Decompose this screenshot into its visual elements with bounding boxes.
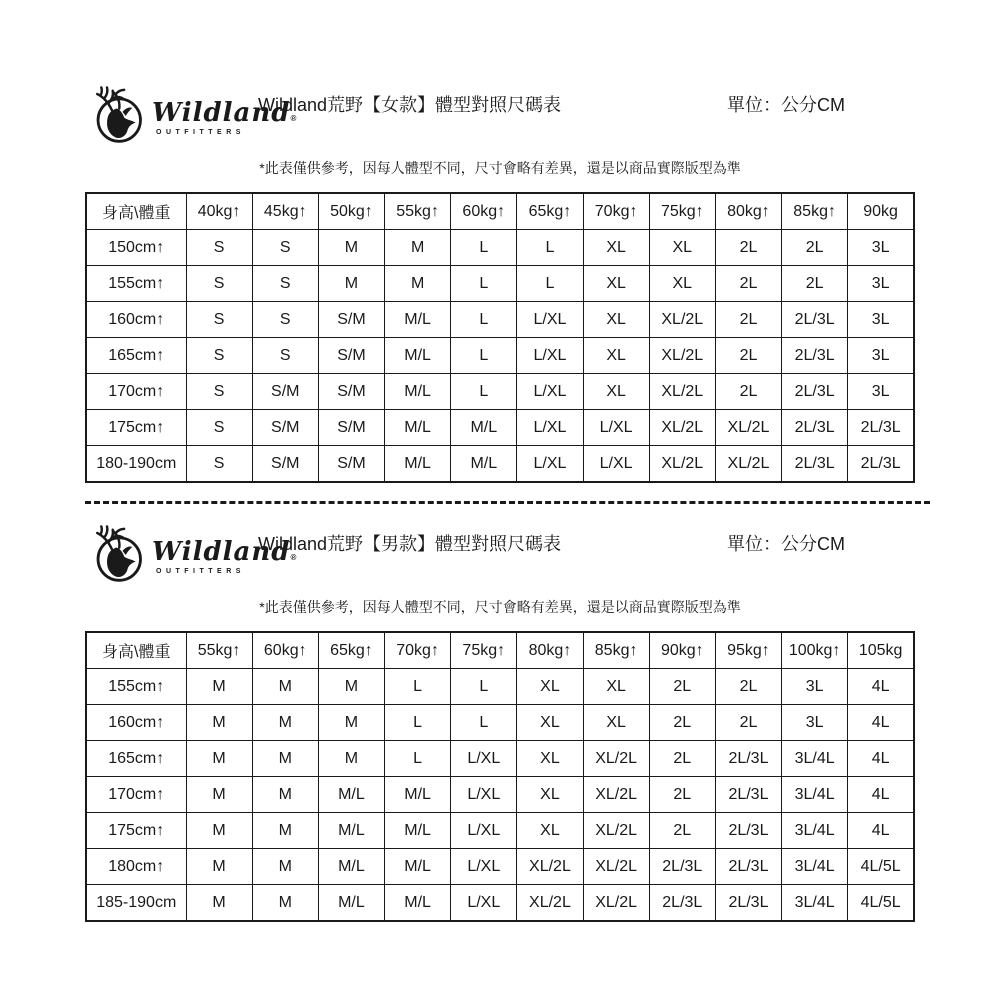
size-cell: L/XL <box>583 446 649 483</box>
size-cell: 3L/4L <box>782 813 848 849</box>
size-cell: L/XL <box>451 813 517 849</box>
size-cell: 2L/3L <box>715 813 781 849</box>
size-cell: XL <box>517 705 583 741</box>
size-cell: L/XL <box>517 338 583 374</box>
size-cell: XL/2L <box>649 302 715 338</box>
wildland-logo <box>85 524 298 591</box>
size-cell: L/XL <box>451 885 517 922</box>
size-cell: L <box>451 230 517 266</box>
size-cell: M/L <box>385 338 451 374</box>
weight-header-cell: 90kg↑ <box>649 632 715 669</box>
weight-header-cell: 50kg↑ <box>318 193 384 230</box>
size-cell: XL <box>583 338 649 374</box>
size-cell: M <box>318 230 384 266</box>
table-row <box>86 705 914 741</box>
weight-header-cell: 55kg↑ <box>385 193 451 230</box>
size-cell: M <box>252 669 318 705</box>
table-header-row <box>86 193 914 230</box>
weight-header-cell: 80kg↑ <box>517 632 583 669</box>
size-cell: 3L/4L <box>782 849 848 885</box>
size-cell: S/M <box>252 410 318 446</box>
size-cell: L <box>385 669 451 705</box>
table-row <box>86 230 914 266</box>
size-cell: XL <box>517 777 583 813</box>
size-cell: 2L <box>715 302 781 338</box>
size-cell: XL <box>517 669 583 705</box>
size-cell: L <box>451 302 517 338</box>
size-cell: XL/2L <box>517 849 583 885</box>
weight-header-cell: 85kg↑ <box>782 193 848 230</box>
size-cell: 2L/3L <box>649 849 715 885</box>
size-cell: 4L <box>848 813 914 849</box>
size-cell: M/L <box>385 885 451 922</box>
table-row <box>86 849 914 885</box>
size-cell: S <box>252 338 318 374</box>
weight-header-cell: 85kg↑ <box>583 632 649 669</box>
size-cell: 3L <box>848 266 914 302</box>
size-cell: XL <box>517 741 583 777</box>
weight-header-cell: 70kg↑ <box>583 193 649 230</box>
size-cell: M/L <box>451 446 517 483</box>
size-cell: L <box>517 266 583 302</box>
size-cell: L <box>451 374 517 410</box>
size-cell: M <box>252 813 318 849</box>
size-cell: 3L/4L <box>782 741 848 777</box>
size-cell: M <box>186 777 252 813</box>
section-men <box>85 524 915 922</box>
weight-header-cell: 105kg <box>848 632 914 669</box>
size-cell: 4L <box>848 741 914 777</box>
size-cell: XL/2L <box>649 374 715 410</box>
brand-subtext: OUTFITTERS <box>156 129 245 136</box>
size-cell: XL <box>583 705 649 741</box>
size-cell: XL/2L <box>583 813 649 849</box>
size-cell: L/XL <box>451 777 517 813</box>
size-cell: 2L/3L <box>848 410 914 446</box>
size-cell: 2L <box>782 230 848 266</box>
wildland-logo <box>85 85 298 152</box>
size-cell: M <box>318 669 384 705</box>
weight-header-cell: 55kg↑ <box>186 632 252 669</box>
size-cell: M/L <box>385 777 451 813</box>
size-cell: 2L <box>649 669 715 705</box>
size-cell: S/M <box>318 338 384 374</box>
size-cell: 2L/3L <box>782 446 848 483</box>
size-cell: M <box>385 230 451 266</box>
size-cell: L <box>517 230 583 266</box>
size-cell: S <box>252 230 318 266</box>
weight-header-cell: 75kg↑ <box>451 632 517 669</box>
height-cell: 160cm↑ <box>86 302 186 338</box>
size-cell: 2L/3L <box>782 338 848 374</box>
size-cell: 4L <box>848 777 914 813</box>
size-cell: 2L/3L <box>715 741 781 777</box>
height-cell: 170cm↑ <box>86 777 186 813</box>
size-cell: M <box>252 705 318 741</box>
section-women <box>85 85 915 483</box>
size-cell: 4L <box>848 705 914 741</box>
size-cell: S <box>186 446 252 483</box>
size-cell: S <box>186 302 252 338</box>
registered-mark: ® <box>290 114 298 123</box>
men-size-table <box>85 631 915 922</box>
size-cell: M <box>385 266 451 302</box>
women-size-table <box>85 192 915 483</box>
weight-header-cell: 65kg↑ <box>318 632 384 669</box>
size-cell: 3L <box>782 705 848 741</box>
size-cell: XL <box>649 230 715 266</box>
size-cell: XL/2L <box>649 338 715 374</box>
size-cell: M <box>186 849 252 885</box>
table-row <box>86 410 914 446</box>
brand-name: Wildland <box>152 537 291 567</box>
size-cell: XL/2L <box>649 410 715 446</box>
size-cell: S <box>186 266 252 302</box>
table-row <box>86 338 914 374</box>
size-cell: XL/2L <box>583 849 649 885</box>
table-row <box>86 374 914 410</box>
height-cell: 175cm↑ <box>86 410 186 446</box>
size-cell: M <box>252 885 318 922</box>
height-cell: 165cm↑ <box>86 338 186 374</box>
weight-header-cell: 95kg↑ <box>715 632 781 669</box>
table-row <box>86 669 914 705</box>
size-cell: M/L <box>385 410 451 446</box>
size-cell: XL/2L <box>583 885 649 922</box>
weight-header-cell: 80kg↑ <box>715 193 781 230</box>
table-row <box>86 266 914 302</box>
registered-mark: ® <box>290 553 298 562</box>
size-cell: XL/2L <box>517 885 583 922</box>
weight-header-cell: 60kg↑ <box>252 632 318 669</box>
size-cell: L <box>451 705 517 741</box>
table-row <box>86 302 914 338</box>
height-cell: 175cm↑ <box>86 813 186 849</box>
size-cell: 3L <box>848 230 914 266</box>
size-cell: XL/2L <box>649 446 715 483</box>
weight-header-cell: 70kg↑ <box>385 632 451 669</box>
size-cell: M <box>186 741 252 777</box>
size-cell: L/XL <box>517 446 583 483</box>
table-row <box>86 885 914 922</box>
size-cell: 2L <box>715 266 781 302</box>
section-women-header <box>85 85 915 149</box>
size-cell: 2L/3L <box>715 885 781 922</box>
size-cell: L <box>451 266 517 302</box>
size-cell: XL/2L <box>715 410 781 446</box>
size-cell: 3L <box>848 302 914 338</box>
size-cell: 2L <box>715 374 781 410</box>
weight-header-cell: 100kg↑ <box>782 632 848 669</box>
size-cell: L <box>385 705 451 741</box>
weight-header-cell: 60kg↑ <box>451 193 517 230</box>
size-cell: S <box>186 230 252 266</box>
size-cell: 2L/3L <box>649 885 715 922</box>
section-men-disclaimer: *此表僅供參考，因每人體型不同，尺寸會略有差異，還是以商品實際版型為準 <box>259 599 741 615</box>
section-men-title: Wildland荒野【男款】體型對照尺碼表 <box>258 534 562 554</box>
deer-head-icon <box>85 85 147 152</box>
corner-header-cell: 身高\體重 <box>86 193 186 230</box>
weight-header-cell: 40kg↑ <box>186 193 252 230</box>
size-cell: L/XL <box>451 741 517 777</box>
size-cell: 2L <box>649 777 715 813</box>
size-cell: 2L <box>649 813 715 849</box>
size-cell: XL/2L <box>715 446 781 483</box>
size-cell: S/M <box>252 446 318 483</box>
height-cell: 155cm↑ <box>86 669 186 705</box>
height-cell: 170cm↑ <box>86 374 186 410</box>
size-cell: M/L <box>451 410 517 446</box>
size-cell: M <box>186 885 252 922</box>
deer-head-icon <box>85 524 147 591</box>
size-cell: 2L <box>649 705 715 741</box>
size-cell: 3L/4L <box>782 777 848 813</box>
size-cell: XL/2L <box>583 741 649 777</box>
size-cell: 2L <box>715 669 781 705</box>
size-cell: M/L <box>385 374 451 410</box>
height-cell: 165cm↑ <box>86 741 186 777</box>
table-row <box>86 813 914 849</box>
section-women-title: Wildland荒野【女款】體型對照尺碼表 <box>258 95 562 115</box>
section-divider <box>85 501 930 504</box>
size-cell: M/L <box>318 813 384 849</box>
size-cell: M <box>186 813 252 849</box>
size-cell: 2L/3L <box>848 446 914 483</box>
brand-name: Wildland <box>152 98 291 128</box>
size-cell: 2L <box>715 338 781 374</box>
size-cell: M/L <box>318 885 384 922</box>
size-cell: 4L <box>848 669 914 705</box>
size-cell: 2L/3L <box>715 849 781 885</box>
size-cell: 2L/3L <box>782 302 848 338</box>
table-header-row <box>86 632 914 669</box>
size-cell: 4L/5L <box>848 885 914 922</box>
size-cell: M <box>186 705 252 741</box>
weight-header-cell: 75kg↑ <box>649 193 715 230</box>
size-cell: M/L <box>385 302 451 338</box>
size-cell: L <box>451 669 517 705</box>
size-cell: XL/2L <box>583 777 649 813</box>
size-cell: M/L <box>318 849 384 885</box>
size-cell: M/L <box>385 849 451 885</box>
height-cell: 180-190cm <box>86 446 186 483</box>
section-women-disclaimer: *此表僅供參考，因每人體型不同，尺寸會略有差異，還是以商品實際版型為準 <box>259 160 741 176</box>
size-cell: M <box>318 741 384 777</box>
size-cell: 3L <box>782 669 848 705</box>
size-cell: S/M <box>318 302 384 338</box>
size-cell: S <box>186 410 252 446</box>
size-cell: M <box>318 705 384 741</box>
size-cell: 3L/4L <box>782 885 848 922</box>
size-cell: S <box>186 338 252 374</box>
size-cell: 2L/3L <box>715 777 781 813</box>
table-row <box>86 446 914 483</box>
size-cell: S/M <box>318 410 384 446</box>
section-men-header <box>85 524 915 588</box>
size-cell: M/L <box>385 813 451 849</box>
size-cell: S/M <box>318 446 384 483</box>
size-cell: XL <box>583 266 649 302</box>
size-cell: L <box>385 741 451 777</box>
height-cell: 160cm↑ <box>86 705 186 741</box>
size-cell: 2L <box>649 741 715 777</box>
size-cell: XL <box>583 669 649 705</box>
size-cell: S <box>252 266 318 302</box>
table-row <box>86 777 914 813</box>
section-women-unit: 單位：公分CM <box>727 95 845 115</box>
size-cell: L/XL <box>517 374 583 410</box>
height-cell: 155cm↑ <box>86 266 186 302</box>
size-cell: L/XL <box>517 410 583 446</box>
size-cell: L/XL <box>517 302 583 338</box>
size-cell: M <box>318 266 384 302</box>
size-cell: 2L/3L <box>782 374 848 410</box>
height-cell: 150cm↑ <box>86 230 186 266</box>
size-cell: 2L <box>782 266 848 302</box>
size-cell: XL <box>649 266 715 302</box>
size-cell: 2L <box>715 705 781 741</box>
size-cell: 4L/5L <box>848 849 914 885</box>
size-cell: M <box>252 777 318 813</box>
size-cell: S <box>186 374 252 410</box>
size-cell: 3L <box>848 374 914 410</box>
size-cell: XL <box>583 302 649 338</box>
weight-header-cell: 45kg↑ <box>252 193 318 230</box>
size-cell: L/XL <box>583 410 649 446</box>
weight-header-cell: 90kg <box>848 193 914 230</box>
size-cell: 2L <box>715 230 781 266</box>
size-cell: M <box>252 849 318 885</box>
size-cell: XL <box>583 374 649 410</box>
size-cell: S/M <box>318 374 384 410</box>
size-cell: M <box>252 741 318 777</box>
height-cell: 180cm↑ <box>86 849 186 885</box>
section-men-unit: 單位：公分CM <box>727 534 845 554</box>
size-cell: M/L <box>385 446 451 483</box>
size-cell: L <box>451 338 517 374</box>
size-cell: 2L/3L <box>782 410 848 446</box>
size-cell: 3L <box>848 338 914 374</box>
size-cell: S/M <box>252 374 318 410</box>
corner-header-cell: 身高\體重 <box>86 632 186 669</box>
size-cell: S <box>252 302 318 338</box>
size-cell: XL <box>583 230 649 266</box>
table-row <box>86 741 914 777</box>
brand-subtext: OUTFITTERS <box>156 568 245 575</box>
size-cell: L/XL <box>451 849 517 885</box>
size-cell: M/L <box>318 777 384 813</box>
size-cell: M <box>186 669 252 705</box>
size-cell: XL <box>517 813 583 849</box>
weight-header-cell: 65kg↑ <box>517 193 583 230</box>
height-cell: 185-190cm <box>86 885 186 922</box>
